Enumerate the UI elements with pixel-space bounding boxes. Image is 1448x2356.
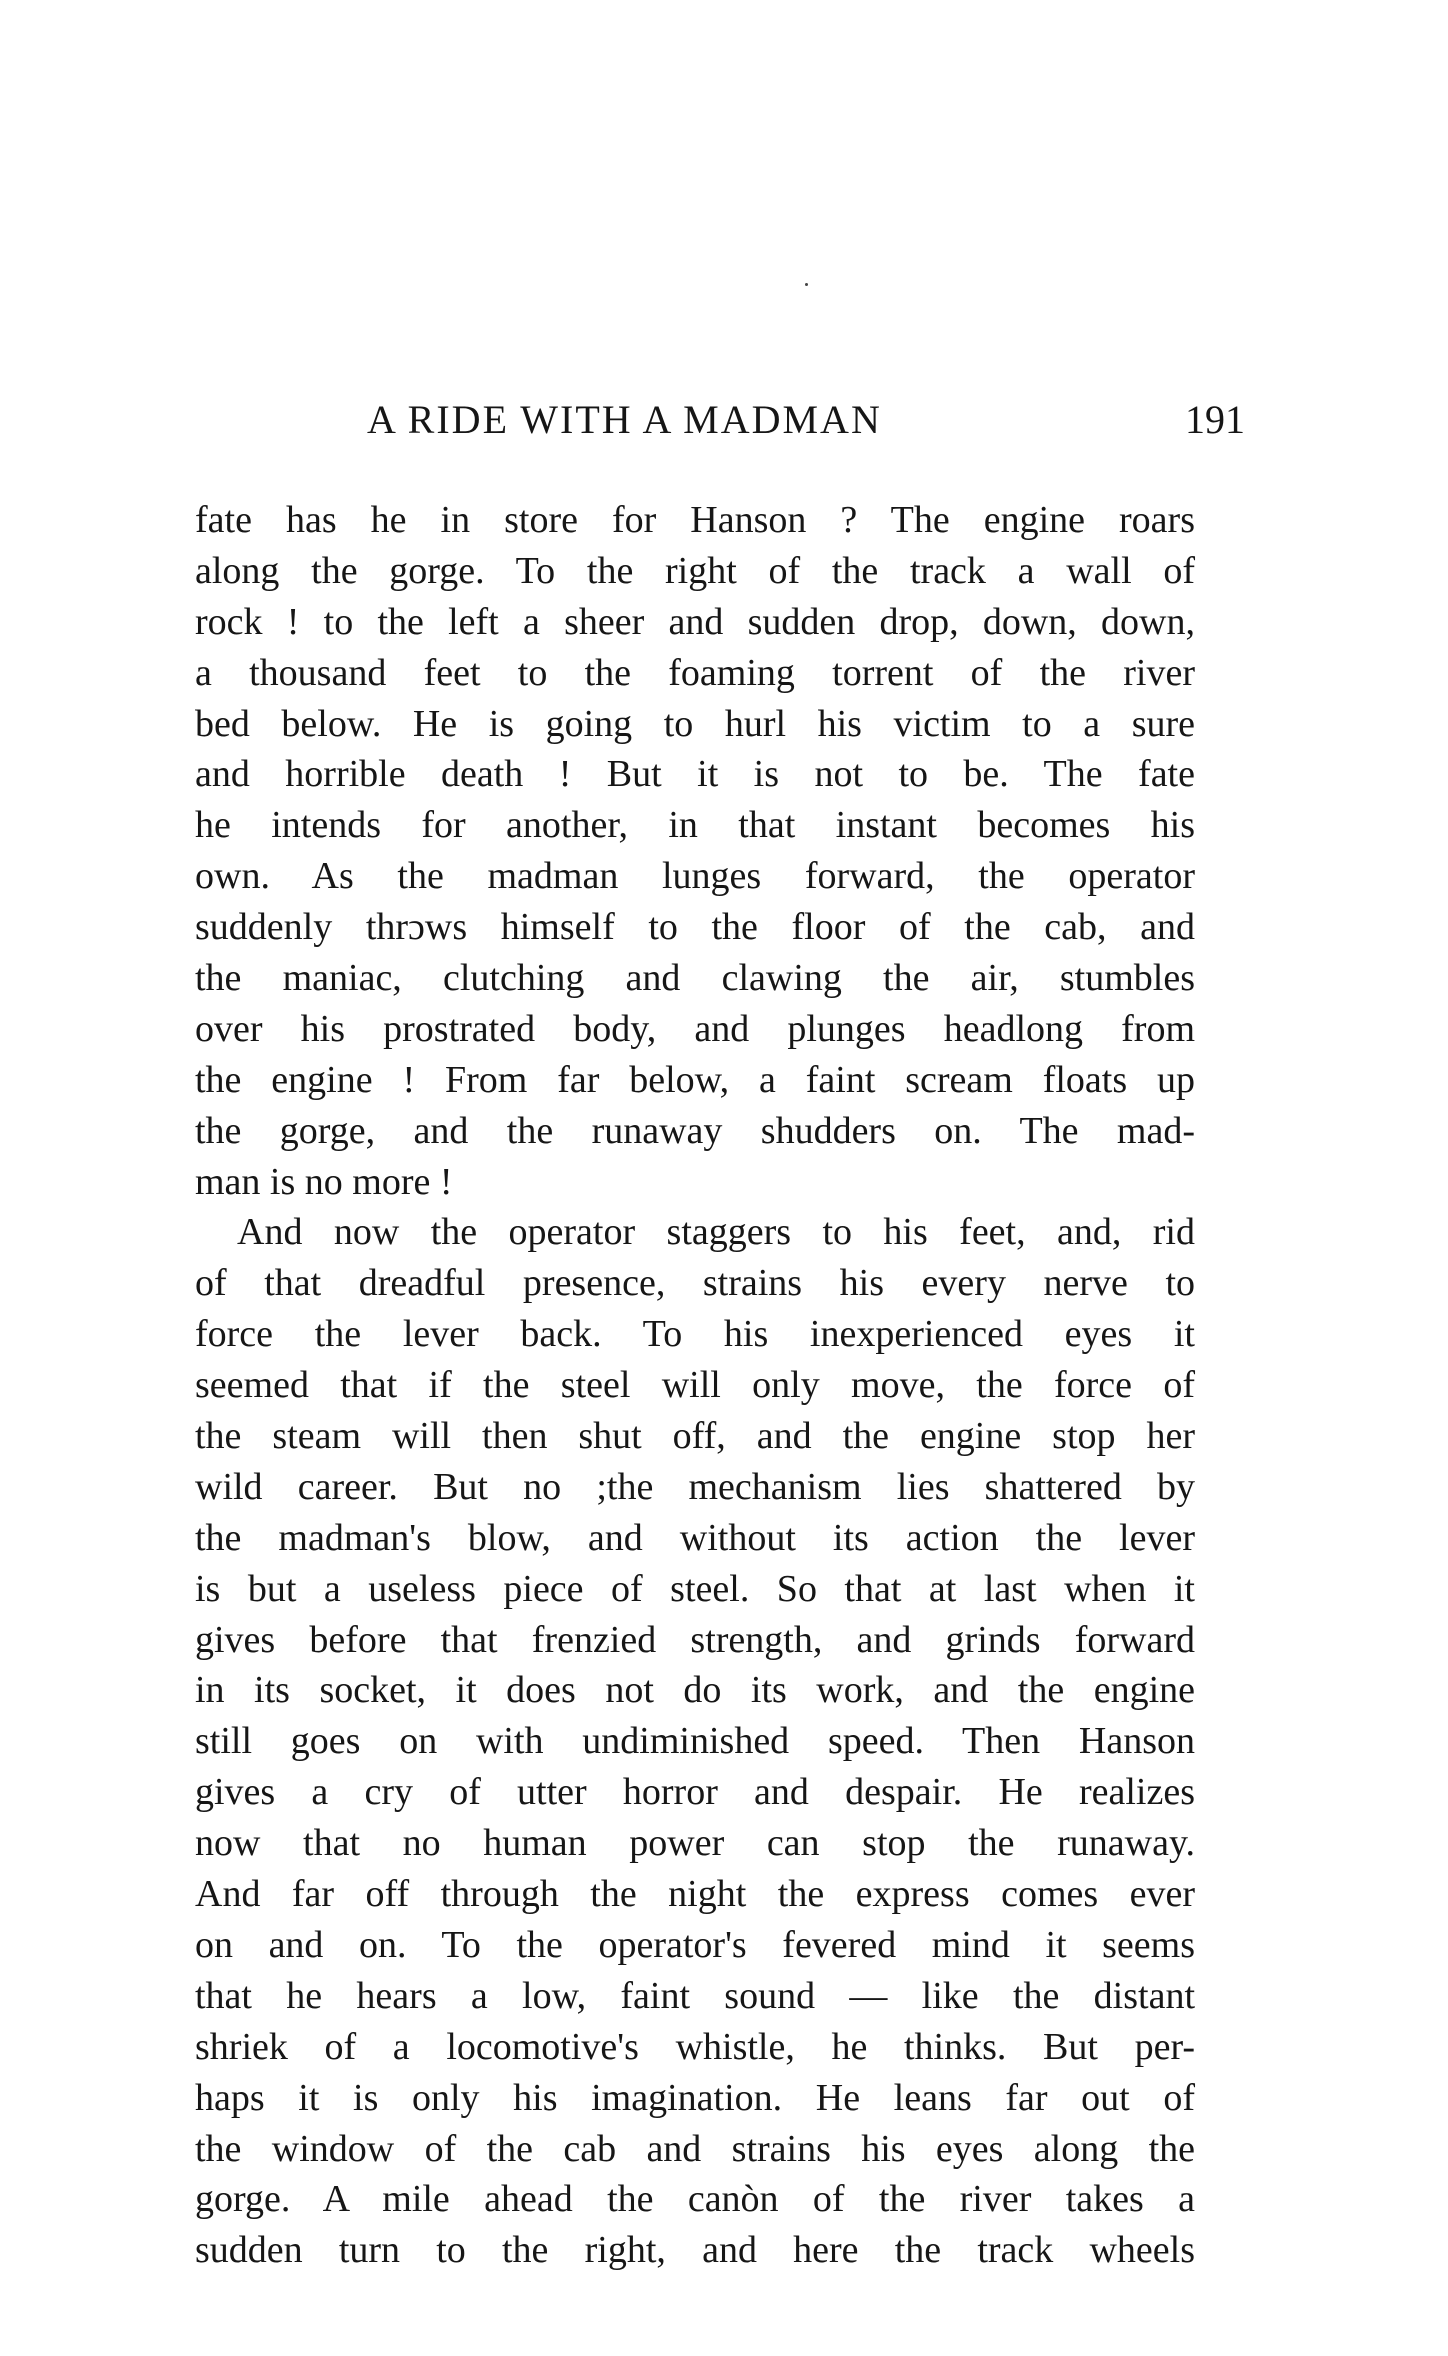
text-line: along the gorge. To the right of the track a wall of [195, 549, 1195, 592]
text-line: fate has he in store for Hanson ? The engine roars [195, 499, 1195, 541]
text-line: bed below. He is going to hurl his victim to a sure [195, 702, 1195, 745]
text-line: that he hears a low, faint sound — like the distant [195, 1974, 1195, 2017]
text-line: of that dreadful presence, strains his every nerve to [195, 1262, 1195, 1305]
text-line: the gorge, and the runaway shudders on. The mad- [195, 1109, 1195, 1152]
text-line: on and on. To the operator's fevered mind it seems [195, 1923, 1195, 1966]
text-line: gorge. A mile ahead the canòn of the river takes a [195, 2178, 1195, 2221]
text-line: over his prostrated body, and plunges headlong from [195, 1007, 1195, 1050]
text-line: And now the operator staggers to his feet, and, rid [237, 1211, 1195, 1254]
text-line: the window of the cab and strains his eyes along the [195, 2127, 1195, 2170]
text-line: man is no more ! [195, 1160, 453, 1203]
text-line: sudden turn to the right, and here the track wheels [195, 2229, 1195, 2272]
running-head [195, 390, 1245, 450]
text-line: suddenly thrɔws himself to the floor of the cab, and [195, 906, 1195, 949]
text-line: own. As the madman lunges forward, the operator [195, 855, 1195, 898]
text-line: he intends for another, in that instant becomes his [195, 804, 1195, 847]
text-line: the engine ! From far below, a faint scream floats up [195, 1058, 1195, 1101]
text-line: is but a useless piece of steel. So that at last when it [195, 1567, 1195, 1610]
paper-speck [805, 283, 808, 286]
text-line: in its socket, it does not do its work, and the engine [195, 1669, 1195, 1712]
text-line: a thousand feet to the foaming torrent of the river [195, 651, 1195, 694]
text-line: gives a cry of utter horror and despair. He realizes [195, 1771, 1195, 1814]
text-line: the madman's blow, and without its action the lever [195, 1516, 1195, 1559]
page-number: 191 [1185, 397, 1245, 442]
text-line: and horrible death ! But it is not to be. The fate [195, 753, 1195, 796]
text-line: rock ! to the left a sheer and sudden drop, down, down, [195, 600, 1195, 643]
text-line: wild career. But no ;the mechanism lies shattered by [195, 1465, 1195, 1508]
running-title: A RIDE WITH A MADMAN [367, 397, 882, 442]
text-line: the maniac, clutching and clawing the air, stumbles [195, 957, 1195, 1000]
text-line: gives before that frenzied strength, and grinds forward [195, 1618, 1195, 1661]
text-line: shriek of a locomotive's whistle, he thinks. But per- [195, 2025, 1195, 2068]
text-line: the steam will then shut off, and the engine stop her [195, 1415, 1195, 1458]
text-line: force the lever back. To his inexperienced eyes it [195, 1313, 1195, 1356]
text-line: haps it is only his imagination. He leans far out of [195, 2076, 1195, 2119]
body-text [195, 495, 1195, 2276]
text-line: now that no human power can stop the runaway. [195, 1822, 1195, 1865]
text-line: And far off through the night the express comes ever [195, 1873, 1195, 1916]
text-line: still goes on with undiminished speed. Then Hanson [195, 1720, 1195, 1763]
text-line: seemed that if the steel will only move, the force of [195, 1364, 1195, 1407]
